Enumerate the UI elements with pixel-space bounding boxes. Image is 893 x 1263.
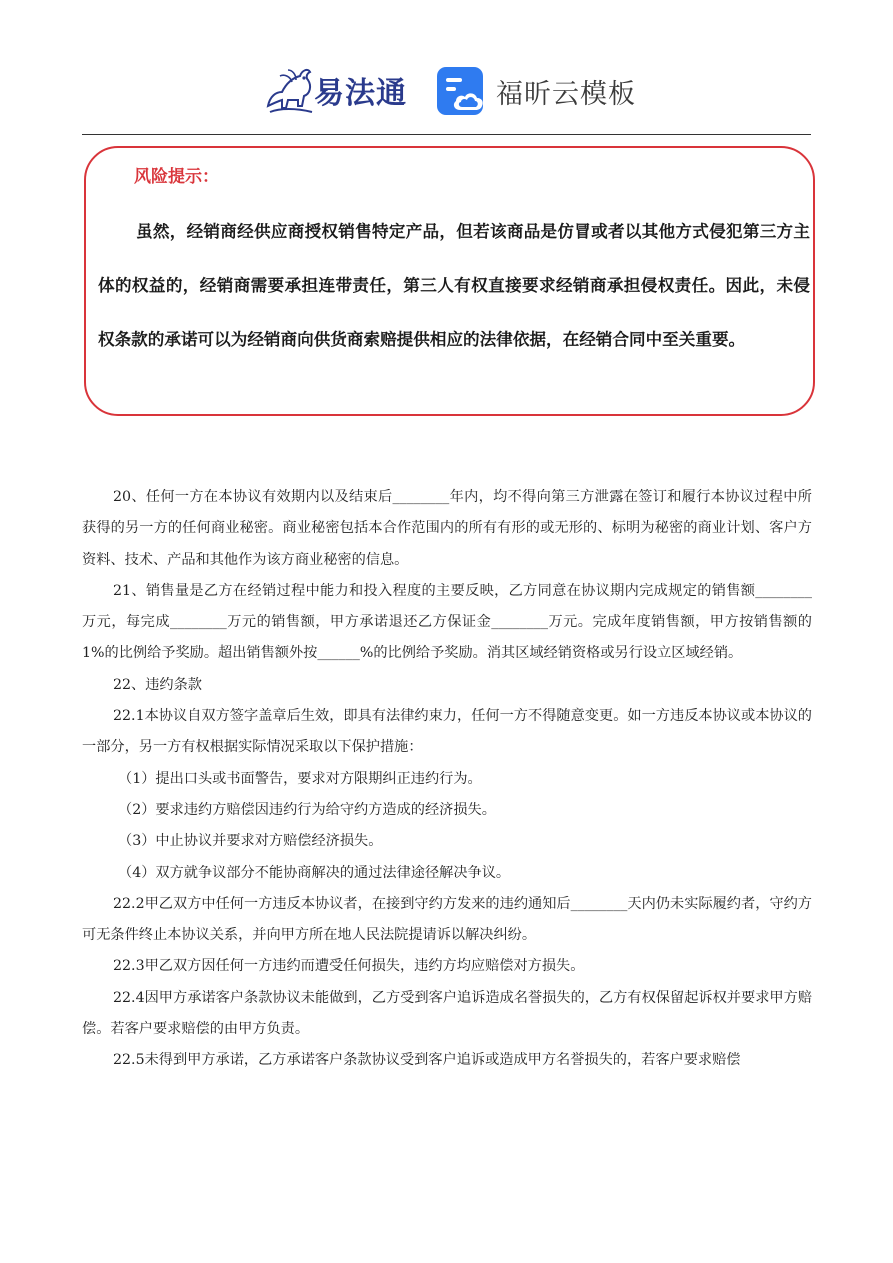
risk-warning-box <box>84 146 815 416</box>
clause-22-5: 22.5未得到甲方承诺，乙方承诺客户条款协议受到客户追诉或造成甲方名誉损失的，若客户要求赔偿 <box>113 1052 741 1069</box>
fuxin-template-logo-text: 福昕云模板 <box>496 79 636 110</box>
measure-3: （3）中止协议并要求对方赔偿经济损失。 <box>118 833 383 850</box>
clause-22-1: 22.1本协议自双方签字盖章后生效，即具有法律约束力，任何一方不得随意变更。如一方违反本协议或本协议的一部分，另一方有权根据实际情况采取以下保护措施： <box>82 708 812 756</box>
header-divider <box>82 134 811 135</box>
clause-20: 20、任何一方在本协议有效期内以及结束后________年内，均不得向第三方泄露在签订和履行本协议过程中所获得的另一方的任何商业秘密。商业秘密包括本合作范围内的所有有形的或无形的、标明为秘密的商业计划、客户方资料、技术、产品和其他作为该方商业秘密的信息。 <box>82 489 812 568</box>
fuxin-cloud-icon <box>436 66 486 116</box>
contract-body <box>82 482 812 1077</box>
risk-warning-title: 风险提示： <box>134 167 219 187</box>
clause-22-4: 22.4因甲方承诺客户条款协议未能做到，乙方受到客户追诉造成名誉损失的，乙方有权保留起诉权并要求甲方赔偿。若客户要求赔偿的由甲方负责。 <box>82 989 812 1038</box>
yifatong-logo-text: 易法通 <box>314 76 407 111</box>
measure-4: （4）双方就争议部分不能协商解决的通过法律途径解决争议。 <box>118 864 511 881</box>
measure-1: （1）提出口头或书面警告，要求对方限期纠正违约行为。 <box>118 770 482 787</box>
yifatong-logo <box>262 62 412 118</box>
clause-22-3: 22.3甲乙双方因任何一方违约而遭受任何损失，违约方均应赔偿对方损失。 <box>113 958 585 975</box>
qilin-emblem-icon <box>262 62 318 118</box>
page-header <box>0 0 893 135</box>
clause-22-2: 22.2甲乙双方中任何一方违反本协议者，在接到守约方发来的违约通知后________天内仍未实际履约者，守约方可无条件终止本协议关系，并向甲方所在地人民法院提请诉以解决纠纷。 <box>82 895 812 944</box>
risk-warning-text: 虽然，经销商经供应商授权销售特定产品，但若该商品是仿冒或者以其他方式侵犯第三方主体的权益的，经销商需要承担连带责任，第三人有权直接要求经销商承担侵权责任。因此，未侵权条款的承诺可以为经销商向供货商索赔提供相应的法律依据，在经销合同中至关重要。 <box>98 222 810 349</box>
clause-21: 21、销售量是乙方在经销过程中能力和投入程度的主要反映，乙方同意在协议期内完成规定的销售额________万元，每完成________万元的销售额，甲方承诺退还乙方保证金________万元。完成年度销售额，甲方按销售额的1%的比例给予奖励。超出销售额外按______%的比例给予奖励。消其区域经销资格或另行设立区域经销。 <box>82 582 812 662</box>
clause-22-heading: 22、违约条款 <box>113 676 202 693</box>
measure-2: （2）要求违约方赔偿因违约行为给守约方造成的经济损失。 <box>118 801 496 818</box>
